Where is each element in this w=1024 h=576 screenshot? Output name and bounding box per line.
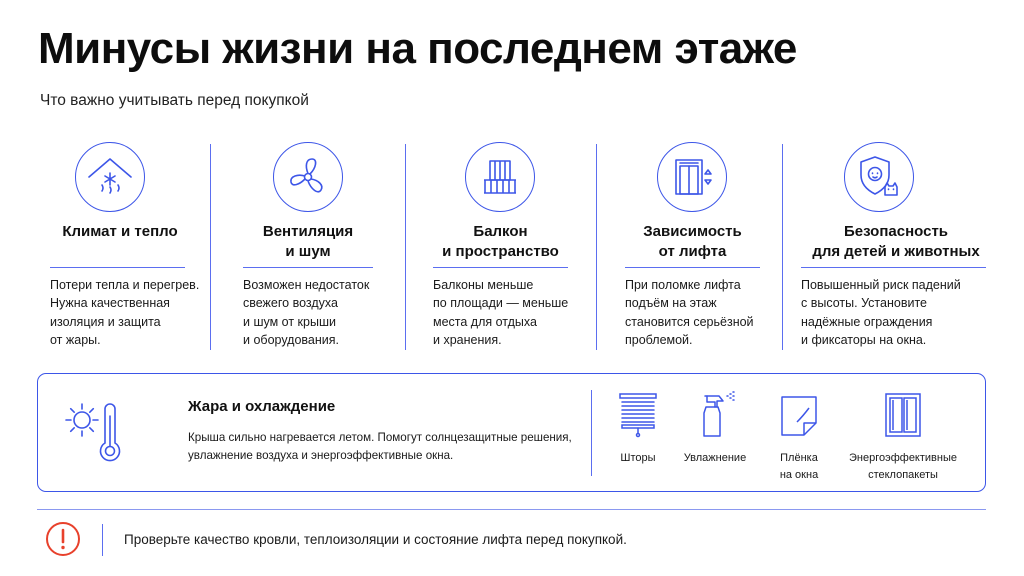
exclamation-circle-icon	[45, 521, 81, 557]
column-safety	[801, 142, 991, 352]
page-subtitle: Что важно учитывать перед покупкой	[40, 92, 309, 109]
window-film-icon	[777, 390, 821, 440]
column-description: При поломке лифта подъём на этаж становится серьёзной проблемой.	[625, 278, 754, 347]
feature-label: Увлажнение	[683, 452, 747, 464]
column-elevator	[625, 142, 760, 352]
child-pet-shield-icon	[844, 142, 914, 212]
column-separator	[210, 144, 211, 350]
double-window-icon	[881, 390, 925, 440]
roof-snowflake-icon	[75, 142, 145, 212]
column-climate	[40, 142, 200, 352]
minus-columns	[30, 142, 994, 352]
elevator-icon	[657, 142, 727, 212]
bottom-divider	[37, 509, 986, 510]
column-divider	[243, 267, 373, 268]
column-divider	[625, 267, 760, 268]
column-divider	[50, 267, 185, 268]
column-separator	[405, 144, 406, 350]
page-title: Минусы жизни на последнем этаже	[38, 24, 797, 73]
sun-thermometer-icon	[62, 400, 132, 466]
fan-icon	[273, 142, 343, 212]
column-divider	[801, 267, 986, 268]
feature-label: Энергоэффективные стеклопакеты	[849, 452, 957, 481]
heat-cooling-panel	[37, 373, 986, 492]
column-title: Балкон и пространство	[442, 223, 559, 260]
column-description: Потери тепла и перегрев. Нужна качественная изоляция и защита от жары.	[50, 278, 200, 347]
column-title: Зависимость от лифта	[643, 223, 742, 260]
column-description: Возможен недостаток свежего воздуха и шум от крыши и оборудования.	[243, 278, 370, 347]
feature-label: Шторы	[620, 452, 656, 464]
column-balcony	[433, 142, 568, 352]
column-separator	[782, 144, 783, 350]
alert-text: Проверьте качество кровли, теплоизоляции и состояние лифта перед покупкой.	[124, 532, 627, 547]
column-title: Климат и тепло	[62, 223, 178, 240]
column-divider	[433, 267, 568, 268]
spray-bottle-icon	[693, 390, 737, 440]
blinds-icon	[616, 390, 660, 440]
balcony-icon	[465, 142, 535, 212]
column-description: Балконы меньше по площади — меньше места для отдыха и хранения.	[433, 278, 569, 347]
column-description: Повышенный риск падений с высоты. Установите надёжные ограждения и фиксаторы на окна.	[801, 278, 961, 347]
feature-label: Плёнка на окна	[779, 452, 819, 481]
heat-description: Крыша сильно нагревается летом. Помогут солнцезащитные решения, увлажнение воздуха и энергоэффективные окна.	[188, 431, 572, 462]
alert-separator	[102, 524, 103, 556]
column-title: Вентиляция и шум	[262, 223, 354, 260]
heat-title: Жара и охлаждение	[188, 398, 336, 415]
column-separator	[596, 144, 597, 350]
column-ventilation	[243, 142, 373, 352]
column-title: Безопасность для детей и животных	[812, 223, 980, 260]
